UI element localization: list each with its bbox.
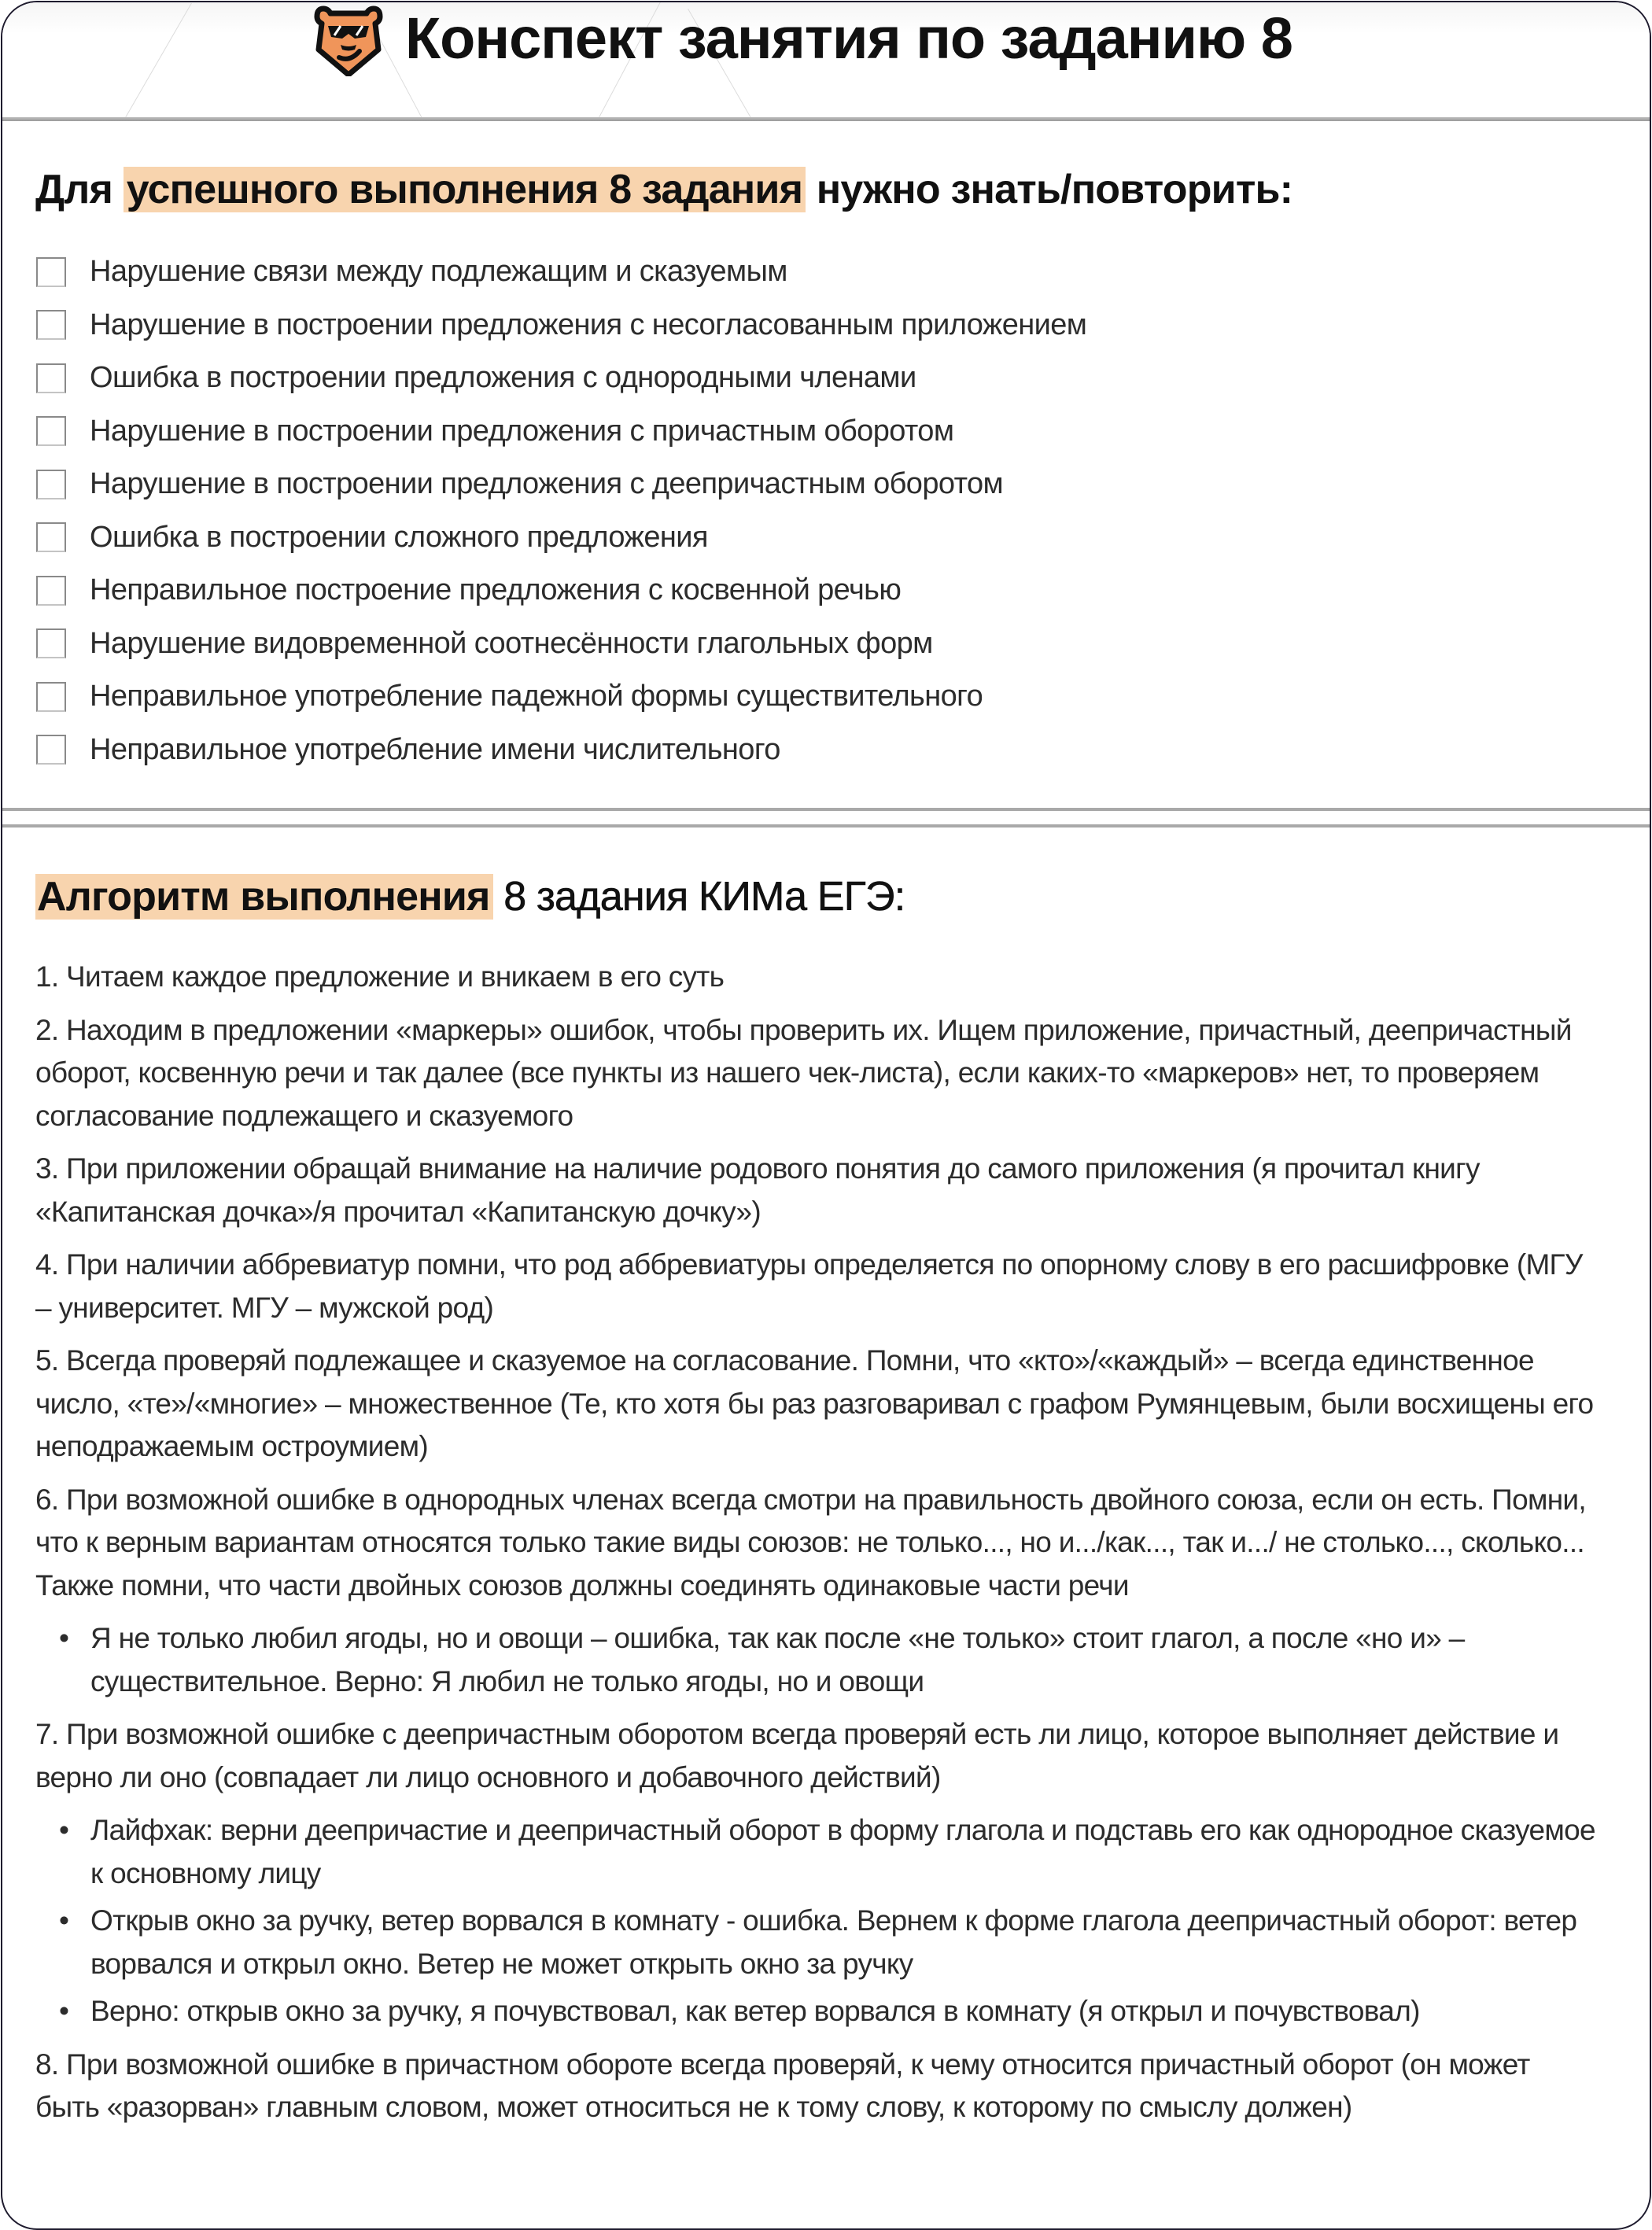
algorithm-steps [35,956,1601,2140]
checklist-item[interactable] [36,352,1086,405]
step-text: 1. Читаем каждое предложение и вникаем в его суть [35,960,725,993]
bear-face-logo-icon [311,4,386,76]
checklist [36,245,1086,776]
heading-highlight: Алгоритм выполнения [35,874,493,920]
checklist-item-label: Неправильное построение предложения с косвенной речью [90,573,902,607]
checkbox[interactable] [36,522,66,552]
decorative-line [124,3,192,120]
sub-item-text: Я не только любил ягоды, но и овощи – ошибка, так как после «не только» стоит глагол, а после «но и» – существительное. Верно: Я любил не только ягоды, но и овощи [90,1622,1465,1697]
sub-item-text: Верно: открыв окно за ручку, я почувствовал, как ветер ворвался в комнату (я открыл и почувствовал) [90,1995,1420,2027]
checklist-item-label: Нарушение в построении предложения с причастным оборотом [90,414,954,448]
bullet-icon: • [59,1814,69,1846]
sub-item [35,1617,1601,1703]
checklist-item-label: Неправильное употребление имени числительного [90,732,780,766]
checkbox[interactable] [36,682,66,712]
sub-item [35,1809,1601,1895]
heading-suffix: нужно знать/повторить: [816,167,1293,212]
algorithm-step [35,1479,1601,1704]
checklist-item[interactable] [36,245,1086,299]
checkbox[interactable] [36,735,66,765]
algorithm-step [35,956,1601,999]
algorithm-step [35,1713,1601,2033]
checkbox[interactable] [36,576,66,606]
step-text: 3. При приложении обращай внимание на наличие родового понятия до самого приложения (я прочитал книгу «Капитанская дочка»/я прочитал «Капитанскую дочку») [35,1152,1480,1228]
heading-prefix: Для [35,167,113,212]
algorithm-step [35,1340,1601,1469]
bullet-icon: • [59,1904,69,1937]
step-text: 5. Всегда проверяй подлежащее и сказуемое на согласование. Помни, что «кто»/«каждый» – всегда единственное число, «те»/«многие» – множественное (Те, кто хотя бы раз разговаривал с графом Румянцевым, были восхищены его неподражаемым остроумием) [35,1344,1594,1462]
checklist-item[interactable] [36,511,1086,565]
page-title: Конспект занятия по заданию 8 [405,6,1292,71]
checklist-item[interactable] [36,617,1086,671]
checklist-item-label: Нарушение в построении предложения с несогласованным приложением [90,308,1087,341]
checklist-item-label: Нарушение в построении предложения с деепричастным оборотом [90,467,1004,501]
checkbox[interactable] [36,257,66,287]
sub-item-text: Лайфхак: верни деепричастие и деепричастный оборот в форму глагола и подставь его как однородное сказуемое к основному лицу [90,1814,1595,1889]
checkbox[interactable] [36,363,66,393]
checklist-item-label: Нарушение связи между подлежащим и сказуемым [90,255,787,289]
sub-item [35,1900,1601,1985]
header-divider [2,117,1650,121]
bullet-icon: • [59,1995,69,2027]
checklist-heading [35,162,1292,217]
algorithm-step [35,1009,1601,1138]
step-sublist [35,1617,1601,1703]
checklist-item-label: Нарушение видовременной соотнесённости глагольных форм [90,626,933,660]
checklist-item[interactable] [36,405,1086,459]
sub-item-text: Открыв окно за ручку, ветер ворвался в комнату - ошибка. Вернем к форме глагола деепричастный оборот: ветер ворвался и открыл окно. Ветер не может открыть окно за ручку [90,1904,1577,1980]
checklist-item-label: Ошибка в построении сложного предложения [90,520,708,554]
heading-highlight: успешного выполнения 8 задания [124,167,806,212]
checklist-item[interactable] [36,670,1086,724]
checkbox[interactable] [36,470,66,499]
step-sublist [35,1809,1601,2033]
sub-item [35,1990,1601,2033]
step-text: 7. При возможной ошибке с деепричастным оборотом всегда проверяй есть ли лицо, которое выполняет действие и верно ли оно (совпадает ли лицо основного и добавочного действий) [35,1718,1559,1793]
checkbox[interactable] [36,628,66,658]
checklist-item[interactable] [36,299,1086,352]
checkbox[interactable] [36,416,66,446]
section-divider-top [2,808,1650,811]
step-text: 2. Находим в предложении «маркеры» ошибок, чтобы проверить их. Ищем приложение, причастный, деепричастный оборот, косвенную речи и так далее (все пункты из нашего чек-листа), если каких-то «маркеров» нет, то проверяем согласование подлежащего и сказуемого [35,1013,1572,1132]
algorithm-step [35,1148,1601,1233]
algorithm-step [35,1244,1601,1329]
step-text: 6. При возможной ошибке в однородных членах всегда смотри на правильность двойного союза, если он есть. Помни, что к верным вариантам относятся только такие виды союзов: не только..., но и.../как..., так и.../ не столько..., сколько... Также помни, что части двойных союзов должны соединять одинаковые части речи [35,1483,1586,1602]
checkbox[interactable] [36,310,66,340]
bullet-icon: • [59,1622,69,1654]
step-text: 4. При наличии аббревиатур помни, что род аббревиатуры определяется по опорному слову в его расшифровке (МГУ – университет. МГУ – мужской род) [35,1248,1583,1324]
checklist-item[interactable] [36,564,1086,617]
document-frame [1,1,1651,2230]
checklist-item-label: Ошибка в построении предложения с однородными членами [90,361,916,395]
step-text: 8. При возможной ошибке в причастном обороте всегда проверяй, к чему относится причастный оборот (он может быть «разорван» главным словом, может относиться не к тому слову, к которому по смыслу должен) [35,2048,1530,2123]
algorithm-step [35,2044,1601,2129]
heading-suffix: 8 задания КИМа ЕГЭ: [503,874,905,920]
checklist-item-label: Неправильное употребление падежной формы существительного [90,680,983,713]
section-divider-bottom [2,824,1650,827]
checklist-item[interactable] [36,724,1086,777]
algorithm-heading [35,869,905,924]
checklist-item[interactable] [36,458,1086,511]
